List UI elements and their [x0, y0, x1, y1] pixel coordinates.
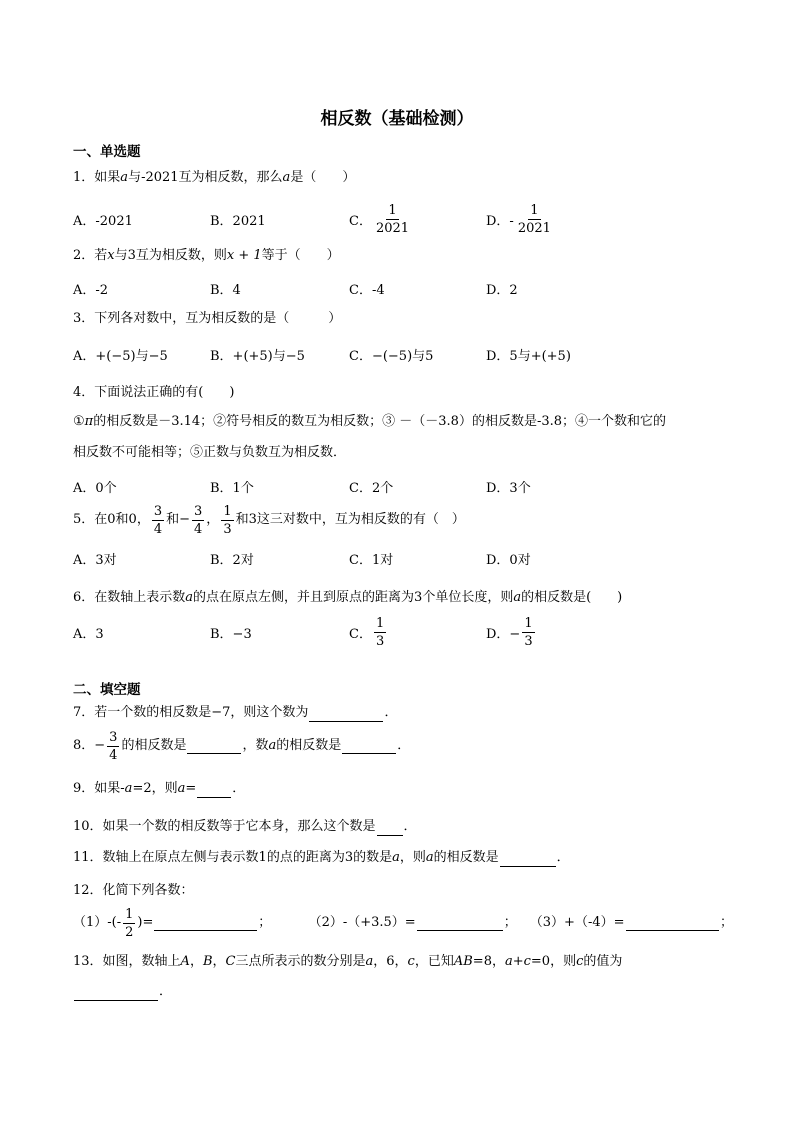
option-d[interactable]: D．− $\frac{1}{3}$ [486, 615, 533, 649]
answer-blank[interactable] [500, 852, 556, 867]
option-c[interactable]: C． $\frac{1}{3}$ [349, 615, 385, 649]
option-b[interactable]: B．1个 [210, 480, 254, 496]
section-single-choice: 一、单选题 [73, 144, 141, 160]
option-b[interactable]: B．+(+5)与−5 [210, 348, 305, 364]
question-3: 3．下列各对数中，互为相反数的是（ ） [73, 311, 342, 326]
question-1-options [73, 201, 733, 237]
option-a[interactable]: A．-2021 [73, 213, 133, 229]
section-fill-in: 二、填空题 [73, 682, 141, 698]
answer-blank[interactable] [342, 739, 396, 754]
question-5-options [73, 540, 733, 576]
question-3-options [73, 336, 733, 372]
question-4: 4．下面说法正确的有( ) [73, 385, 235, 400]
fraction: $\frac{3}{4}$ [153, 503, 163, 537]
fraction: $\frac{1}{3}$ [223, 503, 232, 537]
question-12: 12．化简下列各数： [73, 883, 194, 898]
fraction: $\frac{1}{2}$ [125, 906, 134, 940]
option-a[interactable]: A．0个 [73, 480, 117, 496]
question-2: 2．若x与3互为相反数，则x + 1等于（ ） [73, 248, 340, 263]
option-d[interactable]: D．2 [486, 282, 518, 298]
answer-blank[interactable] [377, 821, 403, 836]
option-b[interactable]: B．2021 [210, 213, 266, 229]
question-13: 13．如图，数轴上A，B，C三点所表示的数分别是a，6，c，已知AB=8，a+c=0，则c的值为 [73, 954, 623, 969]
answer-blank[interactable] [417, 916, 503, 931]
question-5: 5．在0和0， $\frac{3}{4}$ 和− $\frac{3}{4}$ ， $\frac{1}{3}$ 和3这三对数中，互为相反数的有（ ） [73, 503, 465, 537]
question-4-statements-line-1: ①π的相反数是－3.14；②符号相反的数互为相反数；③ －（－3.8）的相反数是-3.8；④一个数和它的 [73, 414, 667, 429]
option-d[interactable]: D．3个 [486, 480, 531, 496]
question-12-parts: （1）-(- $\frac{1}{2}$ )= ； （2）-（+3.5）= ； （3）+（-4）= ； [73, 906, 733, 940]
option-b[interactable]: B．−3 [210, 626, 252, 642]
option-d[interactable]: D．0对 [486, 552, 531, 568]
option-a[interactable]: A．-2 [73, 282, 109, 298]
question-13-answer: ． [73, 983, 172, 1001]
fraction: $\frac{3}{4}$ [194, 503, 203, 537]
fraction: $\frac{1}{3}$ [375, 615, 385, 649]
question-11: 11．数轴上在原点左侧与表示数1的点的距离为3的数是a，则a的相反数是 ． [73, 850, 570, 865]
answer-blank[interactable] [74, 986, 158, 1001]
option-c[interactable]: C．-4 [349, 282, 385, 298]
fraction: $\frac{3}{4}$ [109, 729, 118, 763]
question-1: 1．如果a与-2021互为相反数，那么a是（ ） [73, 170, 356, 185]
question-10: 10．如果一个数的相反数等于它本身，那么这个数是 ． [73, 819, 417, 834]
answer-blank[interactable] [187, 739, 241, 754]
question-8: 8．− $\frac{3}{4}$ 的相反数是 ，数 a 的相反数是 ． [73, 729, 411, 763]
question-4-options [73, 468, 733, 504]
fraction: $\frac{1}{2021}$ [375, 202, 410, 236]
option-c[interactable]: C． $\frac{1}{2021}$ [349, 202, 410, 236]
question-6: 6．在数轴上表示数a的点在原点左侧，并且到原点的距离为3个单位长度，则a的相反数是( ) [73, 590, 623, 605]
option-d[interactable]: D．- $\frac{1}{2021}$ [486, 202, 551, 236]
option-b[interactable]: B．2对 [210, 552, 254, 568]
question-9: 9．如果-a=2，则a= ． [73, 781, 246, 796]
option-c[interactable]: C．−(−5)与5 [349, 348, 434, 364]
option-a[interactable]: A．3 [73, 626, 104, 642]
fraction: $\frac{1}{3}$ [524, 615, 533, 649]
option-a[interactable]: A．+(−5)与−5 [73, 348, 168, 364]
answer-blank[interactable] [197, 783, 231, 798]
option-b[interactable]: B．4 [210, 282, 241, 298]
answer-blank[interactable] [626, 916, 719, 931]
answer-blank[interactable] [154, 916, 257, 931]
question-7: 7．若一个数的相反数是−7，则这个数为 ． [73, 705, 398, 720]
option-c[interactable]: C．2个 [349, 480, 394, 496]
fraction: $\frac{1}{2021}$ [517, 202, 551, 236]
page-title: 相反数（基础检测） [320, 109, 474, 129]
answer-blank[interactable] [309, 707, 383, 722]
option-c[interactable]: C．1对 [349, 552, 394, 568]
option-d[interactable]: D．5与+(+5) [486, 348, 571, 364]
option-a[interactable]: A．3对 [73, 552, 117, 568]
question-2-options [73, 270, 733, 306]
question-4-statements-line-2: 相反数不可能相等；⑤正数与负数互为相反数． [73, 445, 347, 460]
question-6-options [73, 614, 733, 650]
